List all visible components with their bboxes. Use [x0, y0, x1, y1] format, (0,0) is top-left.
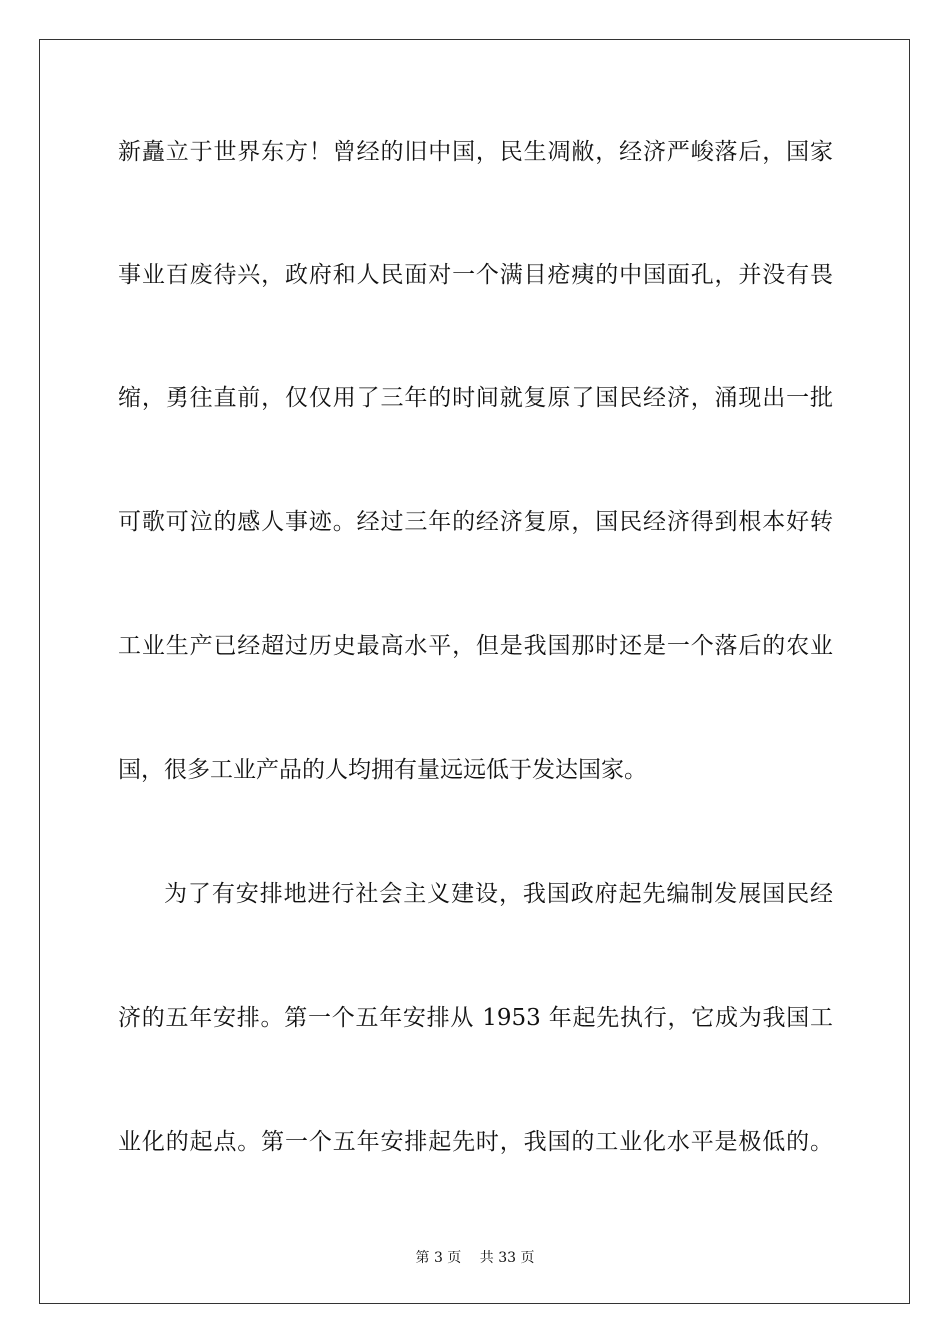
- text-line-9: 业化的起点。第一个五年安排起先时，我国的工业化水平是极低的。: [118, 1129, 833, 1155]
- text-line-1: 新矗立于世界东方！曾经的旧中国，民生凋敝，经济严峻落后，国家: [118, 139, 833, 165]
- text-line-5: 工业生产已经超过历史最高水平，但是我国那时还是一个落后的农业: [118, 633, 833, 659]
- text-line-8: 济的五年安排。第一个五年安排从 1953 年起先执行，它成为我国工: [118, 1005, 833, 1031]
- page-border: [39, 39, 910, 1304]
- text-line-4: 可歌可泣的感人事迹。经过三年的经济复原，国民经济得到根本好转: [118, 509, 833, 535]
- page-number-footer: 第 3 页 共 33 页: [415, 1250, 535, 1266]
- text-line-2: 事业百废待兴，政府和人民面对一个满目疮痍的中国面孔，并没有畏: [118, 262, 833, 288]
- text-line-3: 缩，勇往直前，仅仅用了三年的时间就复原了国民经济，涌现出一批: [118, 385, 833, 411]
- text-line-7: 为了有安排地进行社会主义建设，我国政府起先编制发展国民经: [164, 881, 833, 907]
- text-line-6: 国，很多工业产品的人均拥有量远远低于发达国家。: [118, 757, 647, 783]
